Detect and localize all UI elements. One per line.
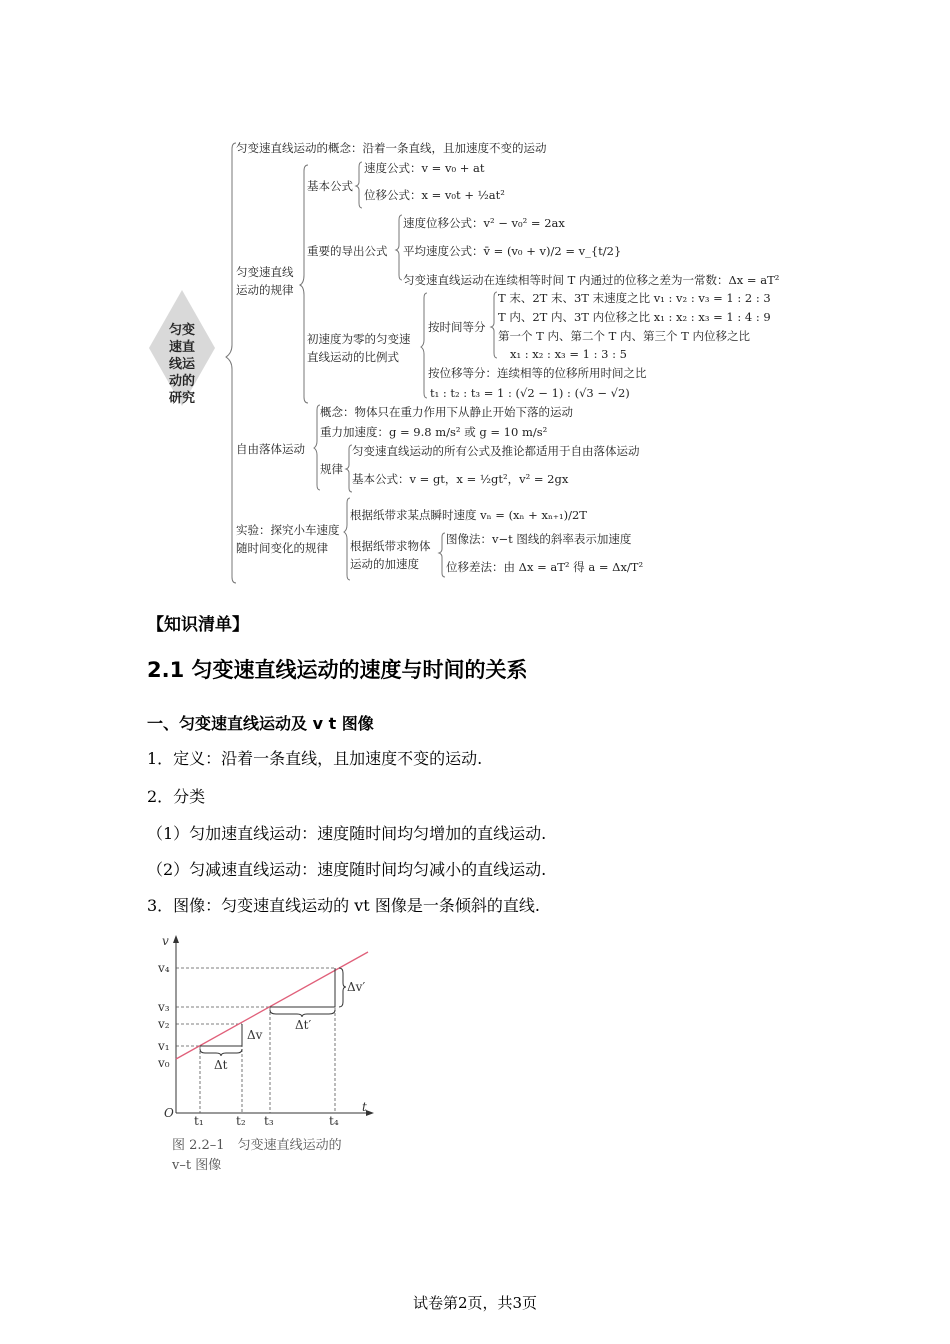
page-footer: 试卷第2页，共3页 (412, 1294, 538, 1312)
dv2-label: Δv′ (347, 980, 366, 994)
freefall-concept: 概念：物体只在重力作用下从静止开始下落的运动 (320, 405, 573, 419)
displacement-formula: 位移公式：x = v₀t + ½at² (364, 188, 505, 202)
by-disp-label: 按位移等分：连续相等的位移所用时间之比 (428, 366, 647, 380)
derived-label: 重要的导出公式 (307, 244, 388, 258)
experiment-label: 实验：探究小车速度 随时间变化的规律 (236, 523, 340, 555)
section-label: 【知识清单】 (147, 615, 249, 635)
t2-label: t₂ (236, 1114, 246, 1128)
line-graph: 3．图像：匀变速直线运动的 vt 图像是一条倾斜的直线. (147, 896, 540, 915)
rule-label: 规律 (320, 462, 343, 476)
derived-brace (396, 215, 402, 280)
vt-figure (150, 925, 410, 1185)
y-arrow (173, 935, 179, 943)
t3-label: t₃ (264, 1114, 274, 1128)
x-axis-label: t (362, 1100, 367, 1114)
dt2-label: Δt′ (295, 1018, 312, 1032)
law-brace (300, 165, 308, 403)
ratio-t4: x₁ : x₂ : x₃ = 1 : 3 : 5 (510, 347, 627, 361)
v3-label: v₃ (158, 1000, 170, 1014)
page-title: 2.1 匀变速直线运动的速度与时间的关系 (147, 658, 528, 682)
origin-label: O (164, 1106, 174, 1120)
rule1: 匀变速直线运动的所有公式及推论都适用于自由落体运动 (352, 444, 640, 458)
line-classification: 2．分类 (147, 787, 206, 806)
line-definition: 1．定义：沿着一条直线，且加速度不变的运动. (147, 749, 483, 768)
dt-label: Δt (214, 1058, 228, 1072)
v0-label: v₀ (158, 1056, 170, 1070)
ratio-t1: T 末、2T 末、3T 末速度之比 v₁ : v₂ : v₃ = 1 : 2 : 3 (498, 291, 771, 305)
concept-text: 匀变速直线运动的概念：沿着一条直线，且加速度不变的运动 (236, 141, 547, 155)
ratio-t2: T 内、2T 内、3T 内位移之比 x₁ : x₂ : x₃ = 1 : 4 : 9 (498, 310, 771, 324)
v2-label: v₂ (158, 1017, 170, 1031)
t1-label: t₁ (194, 1114, 204, 1128)
law-label: 匀变速直线 运动的规律 (236, 265, 294, 297)
ratio-d1: t₁ : t₂ : t₃ = 1 : (√2 − 1) : (√3 − √2) (430, 386, 630, 400)
velocity-formula: 速度公式：v = v₀ + at (364, 161, 485, 175)
instant-velocity: 根据纸带求某点瞬时速度 vₙ = (xₙ + xₙ₊₁)/2T (350, 508, 587, 522)
ratio-t3: 第一个 T 内、第二个 T 内、第三个 T 内位移之比 (498, 329, 750, 343)
y-axis-label: v (162, 934, 169, 948)
ratio-label: 初速度为零的匀变速 直线运动的比例式 (307, 332, 411, 364)
freefall-label: 自由落体运动 (236, 442, 305, 456)
time-brace (491, 292, 497, 358)
subtitle: 一、匀变速直线运动及 v t 图像 (147, 714, 374, 733)
center-label: 匀变 速直 线运 动的 研究 (168, 323, 195, 406)
accel-brace (439, 533, 445, 577)
rule2: 基本公式：v = gt，x = ½gt²，v² = 2gx (352, 472, 569, 486)
dv-label: Δv (247, 1028, 263, 1042)
t4-label: t₄ (329, 1114, 339, 1128)
line-decelerating: （2）匀减速直线运动：速度随时间均匀减小的直线运动. (147, 860, 547, 879)
graph-method: 图像法：v−t 图线的斜率表示加速度 (446, 532, 632, 546)
v4-label: v₄ (158, 961, 170, 975)
x-arrow (366, 1110, 374, 1116)
caption-line2: v–t 图像 (172, 1158, 222, 1173)
accel-label: 根据纸带求物体 运动的加速度 (350, 539, 431, 571)
freefall-g: 重力加速度：g = 9.8 m/s² 或 g = 10 m/s² (320, 425, 548, 439)
caption-line1: 图 2.2–1 匀变速直线运动的 (172, 1138, 342, 1153)
basic-brace (356, 162, 362, 208)
line-accelerating: （1）匀加速直线运动：速度随时间均匀增加的直线运动. (147, 824, 547, 843)
ratio-brace (421, 293, 427, 398)
basic-label: 基本公式 (307, 179, 353, 193)
v1-label: v₁ (158, 1039, 170, 1053)
knowledge-mindmap (140, 135, 820, 595)
delta-marks (200, 968, 346, 1056)
avg-formula: 平均速度公式：v̄ = (v₀ + v)/2 = v_{t/2} (403, 244, 622, 258)
main-brace (226, 143, 236, 583)
v-disp-formula: 速度位移公式：v² − v₀² = 2ax (403, 216, 565, 230)
diff-formula: 匀变速直线运动在连续相等时间 T 内通过的位移之差为一常数：Δx = aT² (403, 273, 780, 287)
by-time-label: 按时间等分 (428, 320, 486, 334)
diff-method: 位移差法：由 Δx = aT² 得 a = Δx/T² (446, 560, 644, 574)
